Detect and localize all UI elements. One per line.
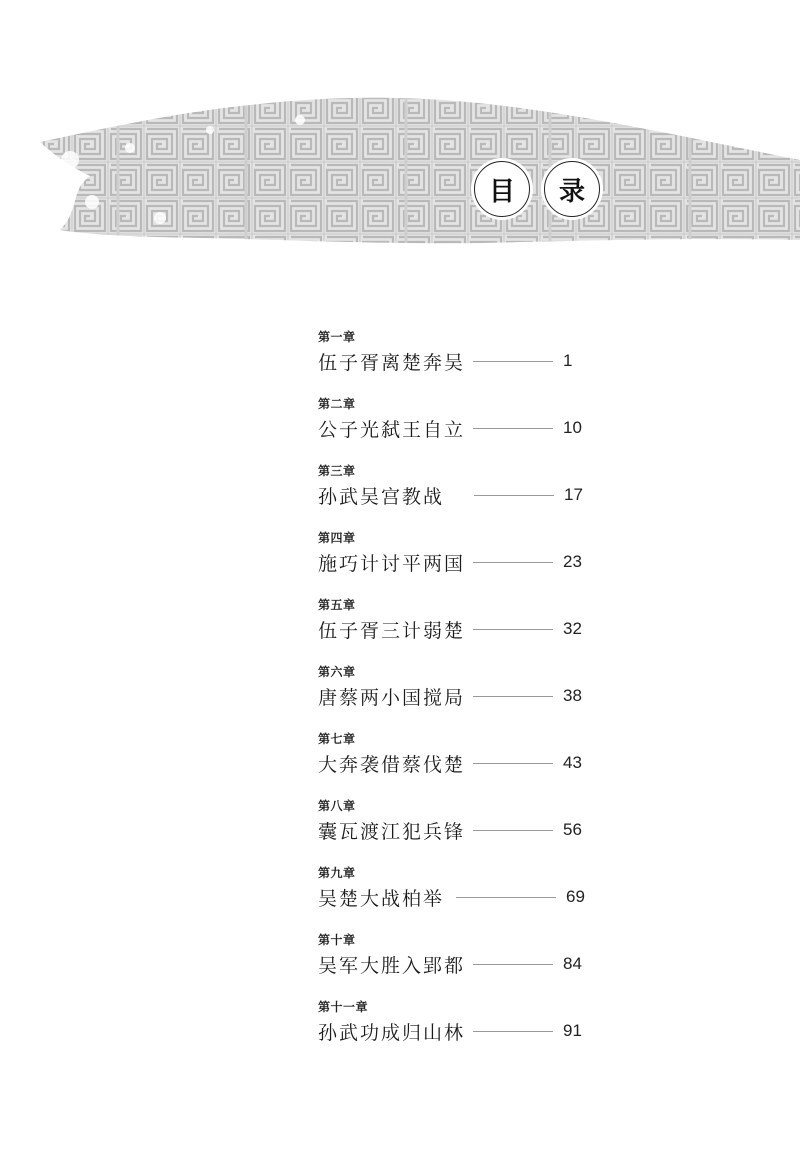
page-number: 10 <box>563 418 582 437</box>
chapter-label: 第四章 <box>318 531 356 545</box>
page-number: 32 <box>563 619 582 638</box>
dot-leader <box>473 428 553 429</box>
dot-leader <box>473 763 553 764</box>
page-number: 84 <box>563 954 582 973</box>
toc-heading <box>474 161 600 217</box>
page-number: 38 <box>563 686 582 705</box>
toc-entry[interactable] <box>318 330 618 397</box>
chapter-label: 第七章 <box>318 732 356 746</box>
dot-leader <box>473 361 553 362</box>
page-number: 23 <box>563 552 582 571</box>
chapter-label: 第九章 <box>318 866 356 880</box>
chapter-title: 大奔袭借蔡伐楚 <box>318 753 466 776</box>
toc-entry[interactable] <box>318 665 618 732</box>
chapter-title: 伍子胥离楚奔吴 <box>318 351 466 374</box>
page-number: 43 <box>563 753 582 772</box>
chapter-title: 囊瓦渡江犯兵锋 <box>318 820 466 843</box>
dot-leader <box>473 562 553 563</box>
chapter-label: 第十章 <box>318 933 356 947</box>
chapter-label: 第八章 <box>318 799 356 813</box>
chapter-title: 唐蔡两小国搅局 <box>318 686 466 709</box>
dot-leader <box>473 1031 553 1032</box>
chapter-label: 第一章 <box>318 330 356 344</box>
chapter-label: 第五章 <box>318 598 356 612</box>
heading-char-lu: 录 <box>544 161 600 217</box>
chapter-label: 第三章 <box>318 464 356 478</box>
chapter-title: 吴楚大战柏举 <box>318 887 445 910</box>
chapter-title: 伍子胥三计弱楚 <box>318 619 466 642</box>
chapter-label: 第六章 <box>318 665 356 679</box>
chapter-label: 第二章 <box>318 397 356 411</box>
toc-entry[interactable] <box>318 464 618 531</box>
chapter-title: 孙武吴宫教战 <box>318 485 445 508</box>
page-number: 56 <box>563 820 582 839</box>
bronze-pattern-banner <box>0 90 800 250</box>
dot-leader <box>473 629 553 630</box>
chapter-title: 公子光弑王自立 <box>318 418 466 441</box>
toc-entry[interactable] <box>318 397 618 464</box>
toc-entry[interactable] <box>318 1000 618 1067</box>
toc-entry[interactable] <box>318 933 618 1000</box>
page-number: 1 <box>563 351 573 370</box>
heading-char-mu: 目 <box>474 161 530 217</box>
chapter-title: 施巧计讨平两国 <box>318 552 466 575</box>
toc-entry[interactable] <box>318 531 618 598</box>
toc-entry[interactable] <box>318 799 618 866</box>
dot-leader <box>473 964 553 965</box>
dot-leader <box>474 495 554 496</box>
toc-entry[interactable] <box>318 598 618 665</box>
table-of-contents <box>318 330 618 1067</box>
dot-leader <box>473 830 553 831</box>
chapter-label: 第十一章 <box>318 1000 369 1014</box>
toc-entry[interactable] <box>318 732 618 799</box>
page-number: 91 <box>563 1021 582 1040</box>
dot-leader <box>456 897 556 898</box>
chapter-title: 孙武功成归山林 <box>318 1021 466 1044</box>
page-number: 69 <box>566 887 585 906</box>
page-number: 17 <box>564 485 583 504</box>
chapter-title: 吴军大胜入郢都 <box>318 954 466 977</box>
dot-leader <box>473 696 553 697</box>
toc-entry[interactable] <box>318 866 618 933</box>
